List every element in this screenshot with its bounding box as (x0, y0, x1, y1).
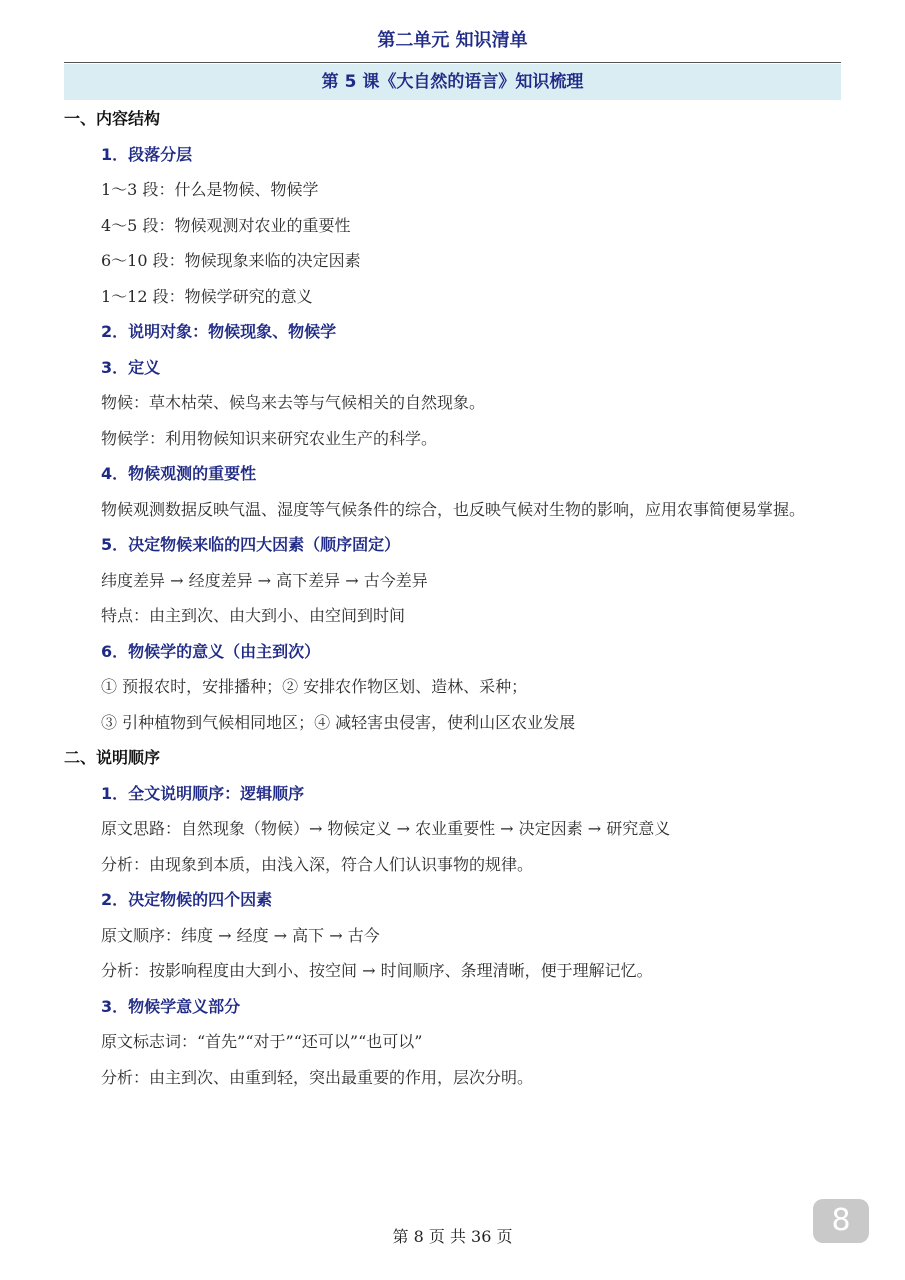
subsection-heading: 5．决定物候来临的四大因素（顺序固定） (101, 535, 401, 554)
text-line: 6～10 段：物候现象来临的决定因素 (101, 251, 361, 270)
text-line: 1～12 段：物候学研究的意义 (101, 286, 313, 306)
text-line: 原文标志词：“首先”“对于”“还可以”“也可以” (101, 1032, 423, 1051)
subsection-heading: 6．物候学的意义（由主到次） (101, 641, 321, 661)
paragraph: 物候观测数据反映气温、湿度等气候条件的综合，也反映气候对生物的影响，应用农事简便易掌握。 (101, 499, 806, 519)
subsection-heading: 4．物候观测的重要性 (101, 464, 257, 483)
text-line: 分析：按影响程度由大到小、按空间 → 时间顺序、条理清晰，便于理解记忆。 (101, 961, 653, 980)
page-badge: 8 (813, 1199, 869, 1243)
text-line: 原文顺序：纬度 → 经度 → 高下 → 古今 (101, 925, 380, 945)
subsection-heading: 1．段落分层 (101, 144, 193, 164)
header-rule (64, 62, 841, 63)
subsection-heading: 2．决定物候的四个因素 (101, 890, 273, 909)
text-line: 1～3 段：什么是物候、物候学 (101, 180, 319, 199)
text-line: 特点：由主到次、由大到小、由空间到时间 (101, 606, 406, 625)
text-line: ③ 引种植物到气候相同地区；④ 减轻害虫侵害，使利山区农业发展 (101, 712, 576, 732)
section-heading: 二、说明顺序 (64, 748, 161, 767)
text-line: 分析：由现象到本质，由浅入深，符合人们认识事物的规律。 (101, 854, 534, 874)
text-line: 物候学：利用物候知识来研究农业生产的科学。 (101, 428, 438, 448)
page-header-title: 第二单元 知识清单 (377, 30, 528, 51)
subsection-heading: 1．全文说明顺序：逻辑顺序 (101, 783, 305, 803)
text-line: 纬度差异 → 经度差异 → 高下差异 → 古今差异 (101, 570, 428, 590)
subsection-heading: 3．定义 (101, 357, 161, 377)
subsection-heading: 2．说明对象：物候现象、物候学 (101, 322, 337, 341)
text-line: 4～5 段：物候观测对农业的重要性 (101, 215, 351, 235)
text-line: 原文思路：自然现象（物候）→ 物候定义 → 农业重要性 → 决定因素 → 研究意义 (101, 819, 671, 838)
text-line: ① 预报农时，安排播种；② 安排农作物区划、造林、采种； (101, 677, 528, 696)
subsection-heading: 3．物候学意义部分 (101, 996, 241, 1016)
document-body (64, 101, 841, 1095)
text-line: 分析：由主到次、由重到轻，突出最重要的作用，层次分明。 (101, 1067, 534, 1087)
section-heading: 一、内容结构 (64, 109, 161, 128)
page-number-footer: 第 8 页 共 36 页 (392, 1227, 513, 1246)
text-line: 物候：草木枯荣、候鸟来去等与气候相关的自然现象。 (101, 393, 486, 412)
lesson-title-banner: 第 5 课《大自然的语言》知识梳理 (64, 64, 841, 100)
